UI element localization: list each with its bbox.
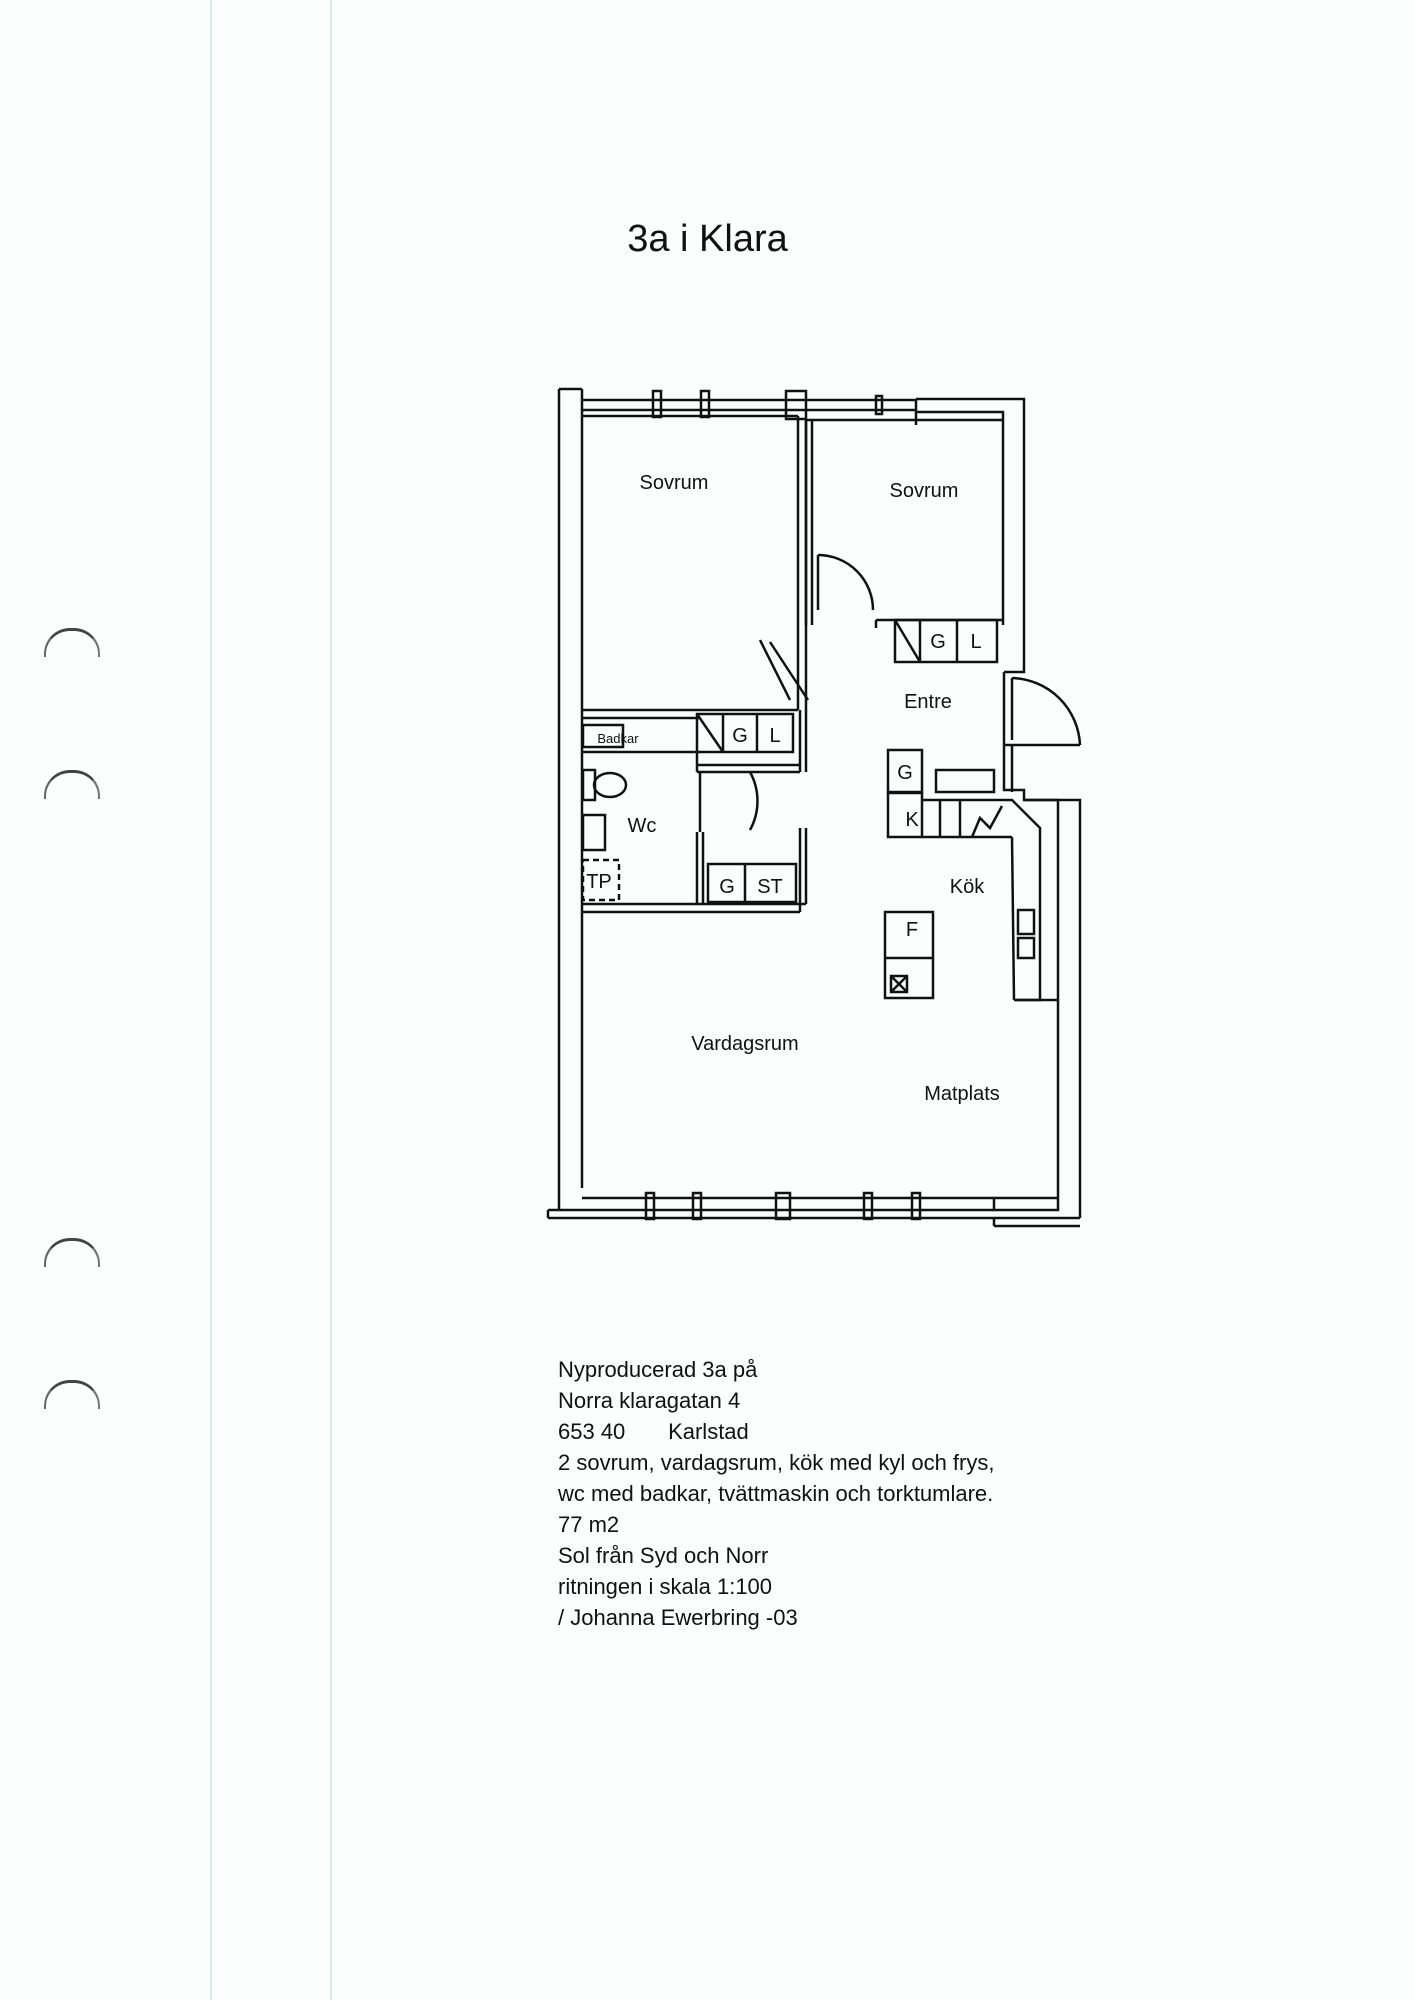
fixture-g: G: [897, 762, 913, 784]
toilet-bowl: [594, 773, 626, 797]
description-line: Norra klaragatan 4: [558, 1388, 741, 1413]
room-label-badkar: Badkar: [597, 731, 639, 746]
fixture-g: G: [719, 876, 735, 898]
description-line: Nyproducerad 3a på: [558, 1357, 758, 1382]
room-label-kok: Kök: [949, 876, 985, 898]
door-swing: [1012, 678, 1080, 745]
room-label-entre: Entre: [904, 691, 952, 713]
door-swing: [818, 555, 873, 610]
outer-wall: [1004, 745, 1080, 1218]
kitchen-counter: [1014, 800, 1058, 1000]
wardrobe: [895, 620, 997, 662]
counter: [936, 770, 994, 792]
fixture-st: ST: [757, 876, 783, 898]
description-line: ritningen i skala 1:100: [558, 1574, 773, 1599]
description-line: 653 40 Karlstad: [558, 1419, 749, 1444]
label-tp: TP: [586, 871, 612, 893]
oven: [1018, 938, 1034, 958]
plan-title: 3a i Klara: [627, 218, 788, 260]
door-swing: [750, 772, 757, 830]
window-mullion: [653, 391, 661, 417]
description-line: 77 m2: [558, 1512, 620, 1537]
sink: [583, 815, 605, 850]
punch-hole-mark: [44, 1380, 100, 1409]
outer-wall: [916, 412, 1003, 625]
window-mullion: [701, 391, 709, 417]
property-description: [558, 1354, 994, 1633]
room-label-sovrum-right: Sovrum: [889, 480, 959, 502]
description-line: / Johanna Ewerbring -03: [558, 1605, 798, 1630]
fixture-g: G: [930, 631, 946, 653]
window-mullion: [876, 396, 882, 414]
fixture-f: F: [905, 919, 919, 941]
room-label-matplats: Matplats: [924, 1083, 1000, 1105]
fixture-k: K: [905, 809, 919, 831]
description-line: wc med badkar, tvättmaskin och torktumlare.: [558, 1481, 994, 1506]
room-label-vardagsrum: Vardagsrum: [691, 1033, 799, 1055]
room-label-sovrum-left: Sovrum: [639, 472, 709, 494]
room-label-wc: Wc: [627, 815, 657, 837]
oven: [1018, 910, 1034, 934]
fixture-g: G: [732, 725, 748, 747]
fixture-l: L: [970, 631, 982, 653]
fixture-l: L: [769, 725, 781, 747]
description-line: Sol från Syd och Norr: [558, 1543, 769, 1568]
description-line: 2 sovrum, vardagsrum, kök med kyl och frys,: [558, 1450, 995, 1475]
